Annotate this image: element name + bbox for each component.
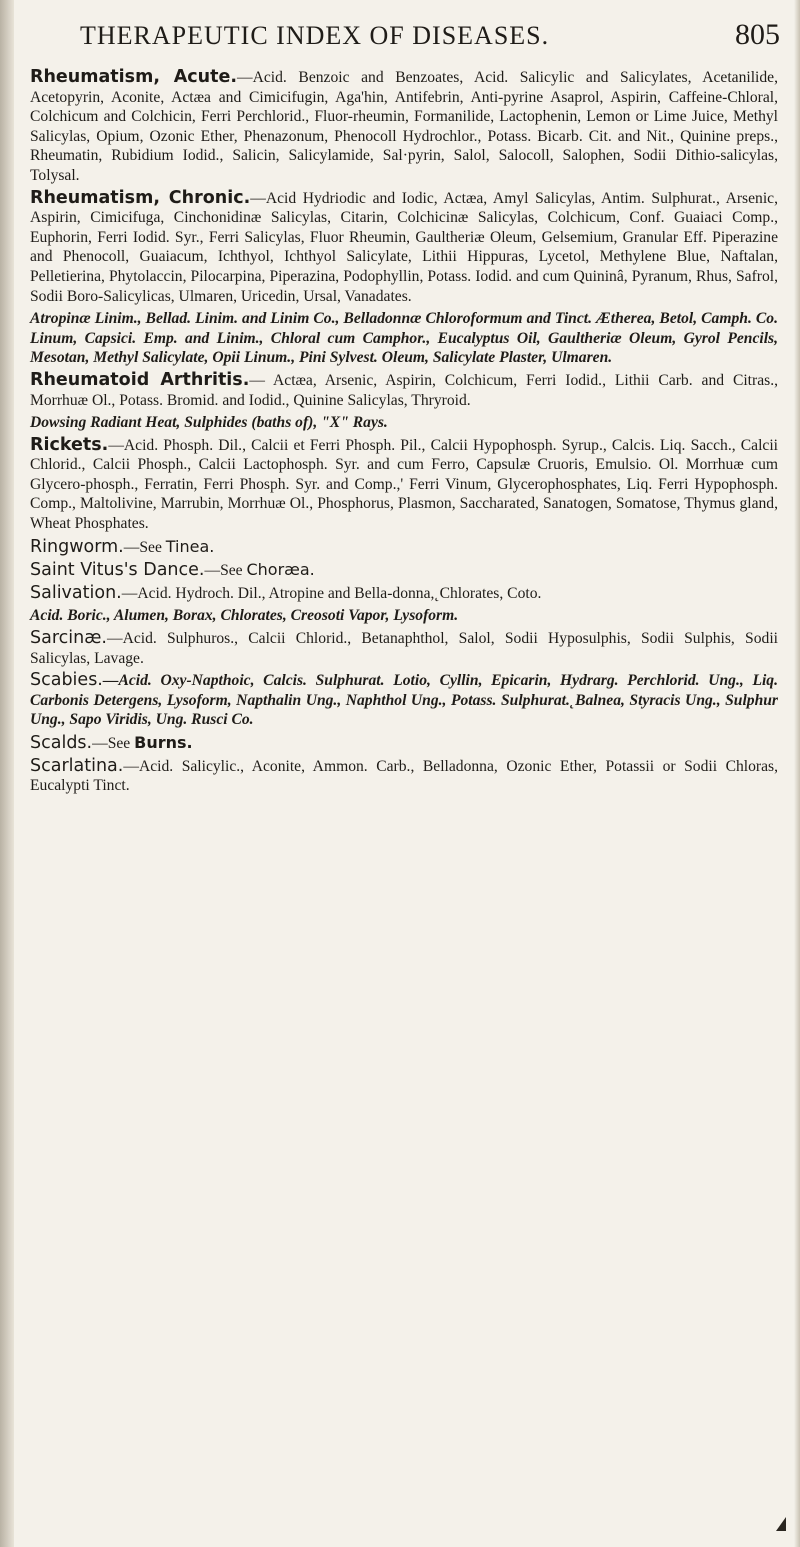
entry-external-remedies: Atropinæ Linim., Bellad. Linim. and Linim Co., Belladonnæ Chloroformum and Tinct. Ætherea, Betol, Camph. Co. Linum, Capsici. Emp. and Linim., Chloral cum Camphor., Eucalyptus Oil, Gaultheriæ Oleum, Gyrol Pencils, Mesotan, Methyl Salicylate, Opii Linum., Pini Sylvest. Oleum, Salicylate Plaster, Ulmaren. [30,310,778,367]
cross-reference-text: —See [123,538,162,556]
index-entry [30,436,778,534]
entry-heading: Ringworm. [30,536,124,557]
index-entry [30,733,778,754]
cross-reference-target: Burns. [134,733,193,752]
page-binding-edge [0,0,14,1547]
index-entry [30,189,778,307]
entry-heading: Sarcinæ. [30,628,107,649]
entry-heading: Saint Vitus's Dance. [30,560,205,581]
entry-heading: Rheumatism, Chronic. [30,187,251,208]
entry-internal-remedies: —Acid. Benzoic and Benzoates, Acid. Salicylic and Salicylates, Acetanilide, Acetopyrin, Aconite, Actæa and Cimicifugin, Aga'hin, Antifebrin, Anti-pyrine Asaprol, Aspirin, Caffeine-Chloral, Colchicum and Colchicin, Ferri Perchlorid., Fluor-rheumin, Formanilide, Lactophenin, Lemon or Lime Juice, Methyl Salicylas, Opium, Ozonic Ether, Phenazonum, Phenocoll Hydrochlor., Potass. Bicarb. Cit. and Nit., Quinine preps., Rheumatin, Rubidium Iodid., Salicin, Salicylamide, Sal·pyrin, Salol, Salocoll, Salophen, Sodii Dithio-salicylas, Tolysal. [30,69,778,184]
index-entry-external [30,309,778,368]
entry-external-remedies: —Acid. Oxy-Napthoic, Calcis. Sulphurat. Lotio, Cyllin, Epicarin, Hydrarg. Perchlorid. Ung., Liq. Carbonis Detergens, Lysoform, Napthalin Ung., Naphthol Ung., Potass. Sulphurat.˛Balnea, Styracis Ung., Sulphur Ung., Sapo Viridis, Ung. Rusci Co. [30,672,778,729]
entry-internal-remedies: —Acid Hydriodic and Iodic, Actæa, Amyl Salicylas, Antim. Sulphurat., Arsenic, Aspirin, Cimicifuga, Cinchonidinæ Salicylas, Citarin, Colchicinæ Salicylas, Colchicum, Conf. Guaiaci Comp., Euphorin, Ferri Iodid. Syr., Ferri Salicylas, Fluor Rheumin, Gaultheriæ Oleum, Gelsemium, Granular Eff. Piperazine and Phenocoll, Guaiacum, Ichthyol, Ichthyol Salicylate, Lithii Hippuras, Lycetol, Methylene Blue, Naftalan, Pelletierina, Phytolaccin, Pilocarpina, Piperazina, Podophyllin, Potass. Iodid. and cum Quininâ, Pyranum, Rhus, Safrol, Sodii Boro-Salicylicas, Ulmaren, Uricedin, Ursal, Vanadates. [30,189,778,305]
cross-reference-target: Choræa. [246,560,315,580]
index-entry [30,68,778,186]
index-entry [30,757,778,796]
entry-internal-remedies: —Acid. Phosph. Dil., Calcii et Ferri Phosph. Pil., Calcii Hypophosph. Syrup., Calcis. Liq. Sacch., Calcii Chlorid., Calcii Phosph., Calcii Lactophosph. Syr. and cum Ferro, Capsulæ Cruoris, Emulsio. Ol. Morrhuæ cum Glycero-phosph., Ferratin, Ferri Phosph. Syr. and Comp.,' Ferri Vinum, Glycerophosphates, Liq. Ferri Hypophosph. Comp., Maltolivine, Marrubin, Morrhuæ Ol., Phosphorus, Plasmon, Saccharated, Sanatogen, Somatose, Thymus gland, Wheat Phosphates. [30,436,778,533]
index-entry [30,537,778,558]
index-entry [30,371,778,410]
entry-heading: Rheumatoid Arthritis. [30,369,250,390]
entry-internal-remedies: — Actæa, Arsenic, Aspirin, Colchicum, Ferri Iodid., Lithii Carb. and Citras., Morrhuæ Ol., Potass. Bromid. and Iodid., Quinine Salicylas, Thryroid. [30,371,778,409]
cross-reference-target: Tinea. [165,536,215,556]
page-right-edge [794,0,800,1547]
entry-heading: Rheumatism, Acute. [30,67,238,87]
index-entry-external [30,413,778,433]
entry-external-remedies: Acid. Boric., Alumen, Borax, Chlorates, Creosoti Vapor, Lysoform. [30,607,459,625]
index-body [30,68,778,796]
entry-internal-remedies: —Acid. Hydroch. Dil., Atropine and Bella-donna,˛Chlorates, Coto. [121,584,542,602]
entry-heading: Scarlatina. [30,755,124,776]
entry-heading: Rickets. [30,434,109,455]
page-number: 805 [735,18,780,51]
entry-internal-remedies: —Acid. Sulphuros., Calcii Chlorid., Betanaphthol, Salol, Sodii Hyposulphis, Sodii Sulphis, Sodii Salicylas, Lavage. [30,630,778,667]
index-entry-external [30,606,778,626]
running-head [80,18,780,52]
index-entry [30,560,778,581]
cross-reference-text: —See [92,735,131,752]
index-entry [30,584,778,604]
running-head-title: THERAPEUTIC INDEX OF DISEASES. [80,21,550,50]
index-entry [30,629,778,668]
cross-reference-text: —See [204,562,243,580]
entry-external-remedies: Dowsing Radiant Heat, Sulphides (baths of), "X" Rays. [30,414,388,432]
entry-internal-remedies: —Acid. Salicylic., Aconite, Ammon. Carb., Belladonna, Ozonic Ether, Potassii or Sodii Chloras, Eucalypti Tinct. [30,757,778,795]
index-entry [30,671,778,730]
entry-heading: Salivation. [30,582,122,603]
entry-heading: Scabies. [30,670,103,691]
corner-triangle-mark [776,1517,786,1531]
entry-heading: Scalds. [30,733,93,753]
